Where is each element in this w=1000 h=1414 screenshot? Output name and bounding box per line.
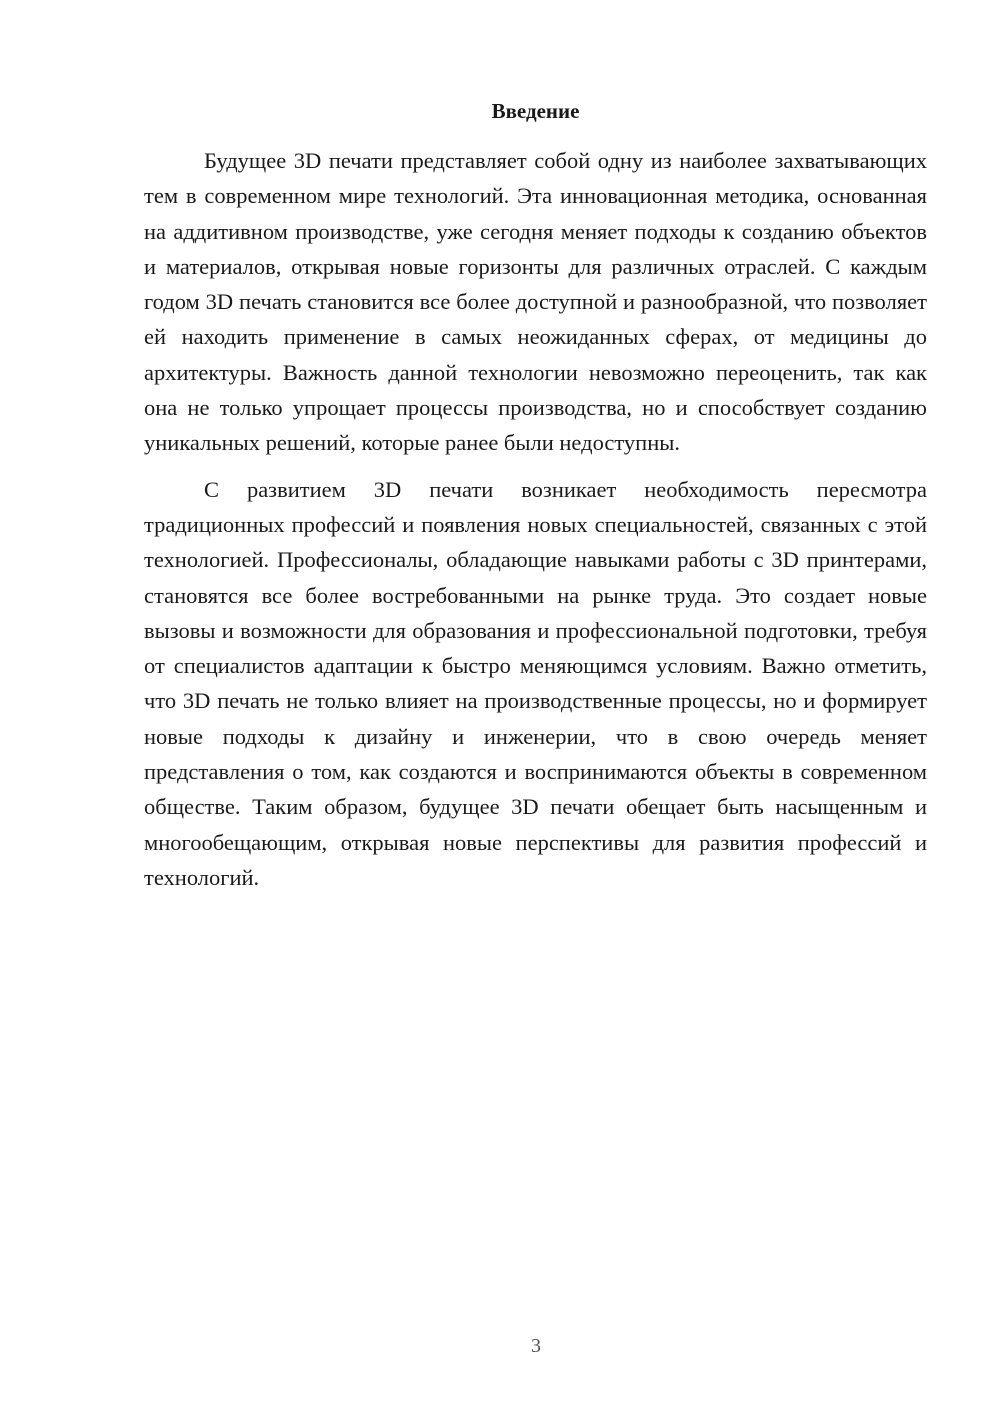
paragraph-2: С развитием 3D печати возникает необходимость пересмотра традиционных профессий и появления новых специальностей, связанных с этой технологией. Профессионалы, обладающие навыками работы с 3D принтерами, становятся все более востребованными на рынке труда. Это создает новые вызовы и возможности для образования и профессиональной подготовки, требуя от специалистов адаптации к быстро меняющимся условиям. Важно отметить, что 3D печать не только влияет на производственные процессы, но и формирует новые подходы к дизайну и инженерии, что в свою очередь меняет представления о том, как создаются и воспринимаются объекты в современном обществе. Таким образом, будущее 3D печати обещает быть насыщенным и многообещающим, открывая новые перспективы для развития профессий и технологий. [144,476,927,890]
body-text [144,143,927,895]
section-heading: Введение [491,99,580,123]
page-number: 3 [531,1335,541,1357]
paragraph-1: Будущее 3D печати представляет собой одну из наиболее захватывающих тем в современном мире технологий. Эта инновационная методика, основанная на аддитивном производстве, уже сегодня меняет подходы к созданию объектов и материалов, открывая новые горизонты для различных отраслей. С каждым годом 3D печать становится все более доступной и разнообразной, что позволяет ей находить применение в самых неожиданных сферах, от медицины до архитектуры. Важность данной технологии невозможно переоценить, так как она не только упрощает процессы производства, но и способствует созданию уникальных решений, которые ранее были недоступны. [144,148,927,456]
